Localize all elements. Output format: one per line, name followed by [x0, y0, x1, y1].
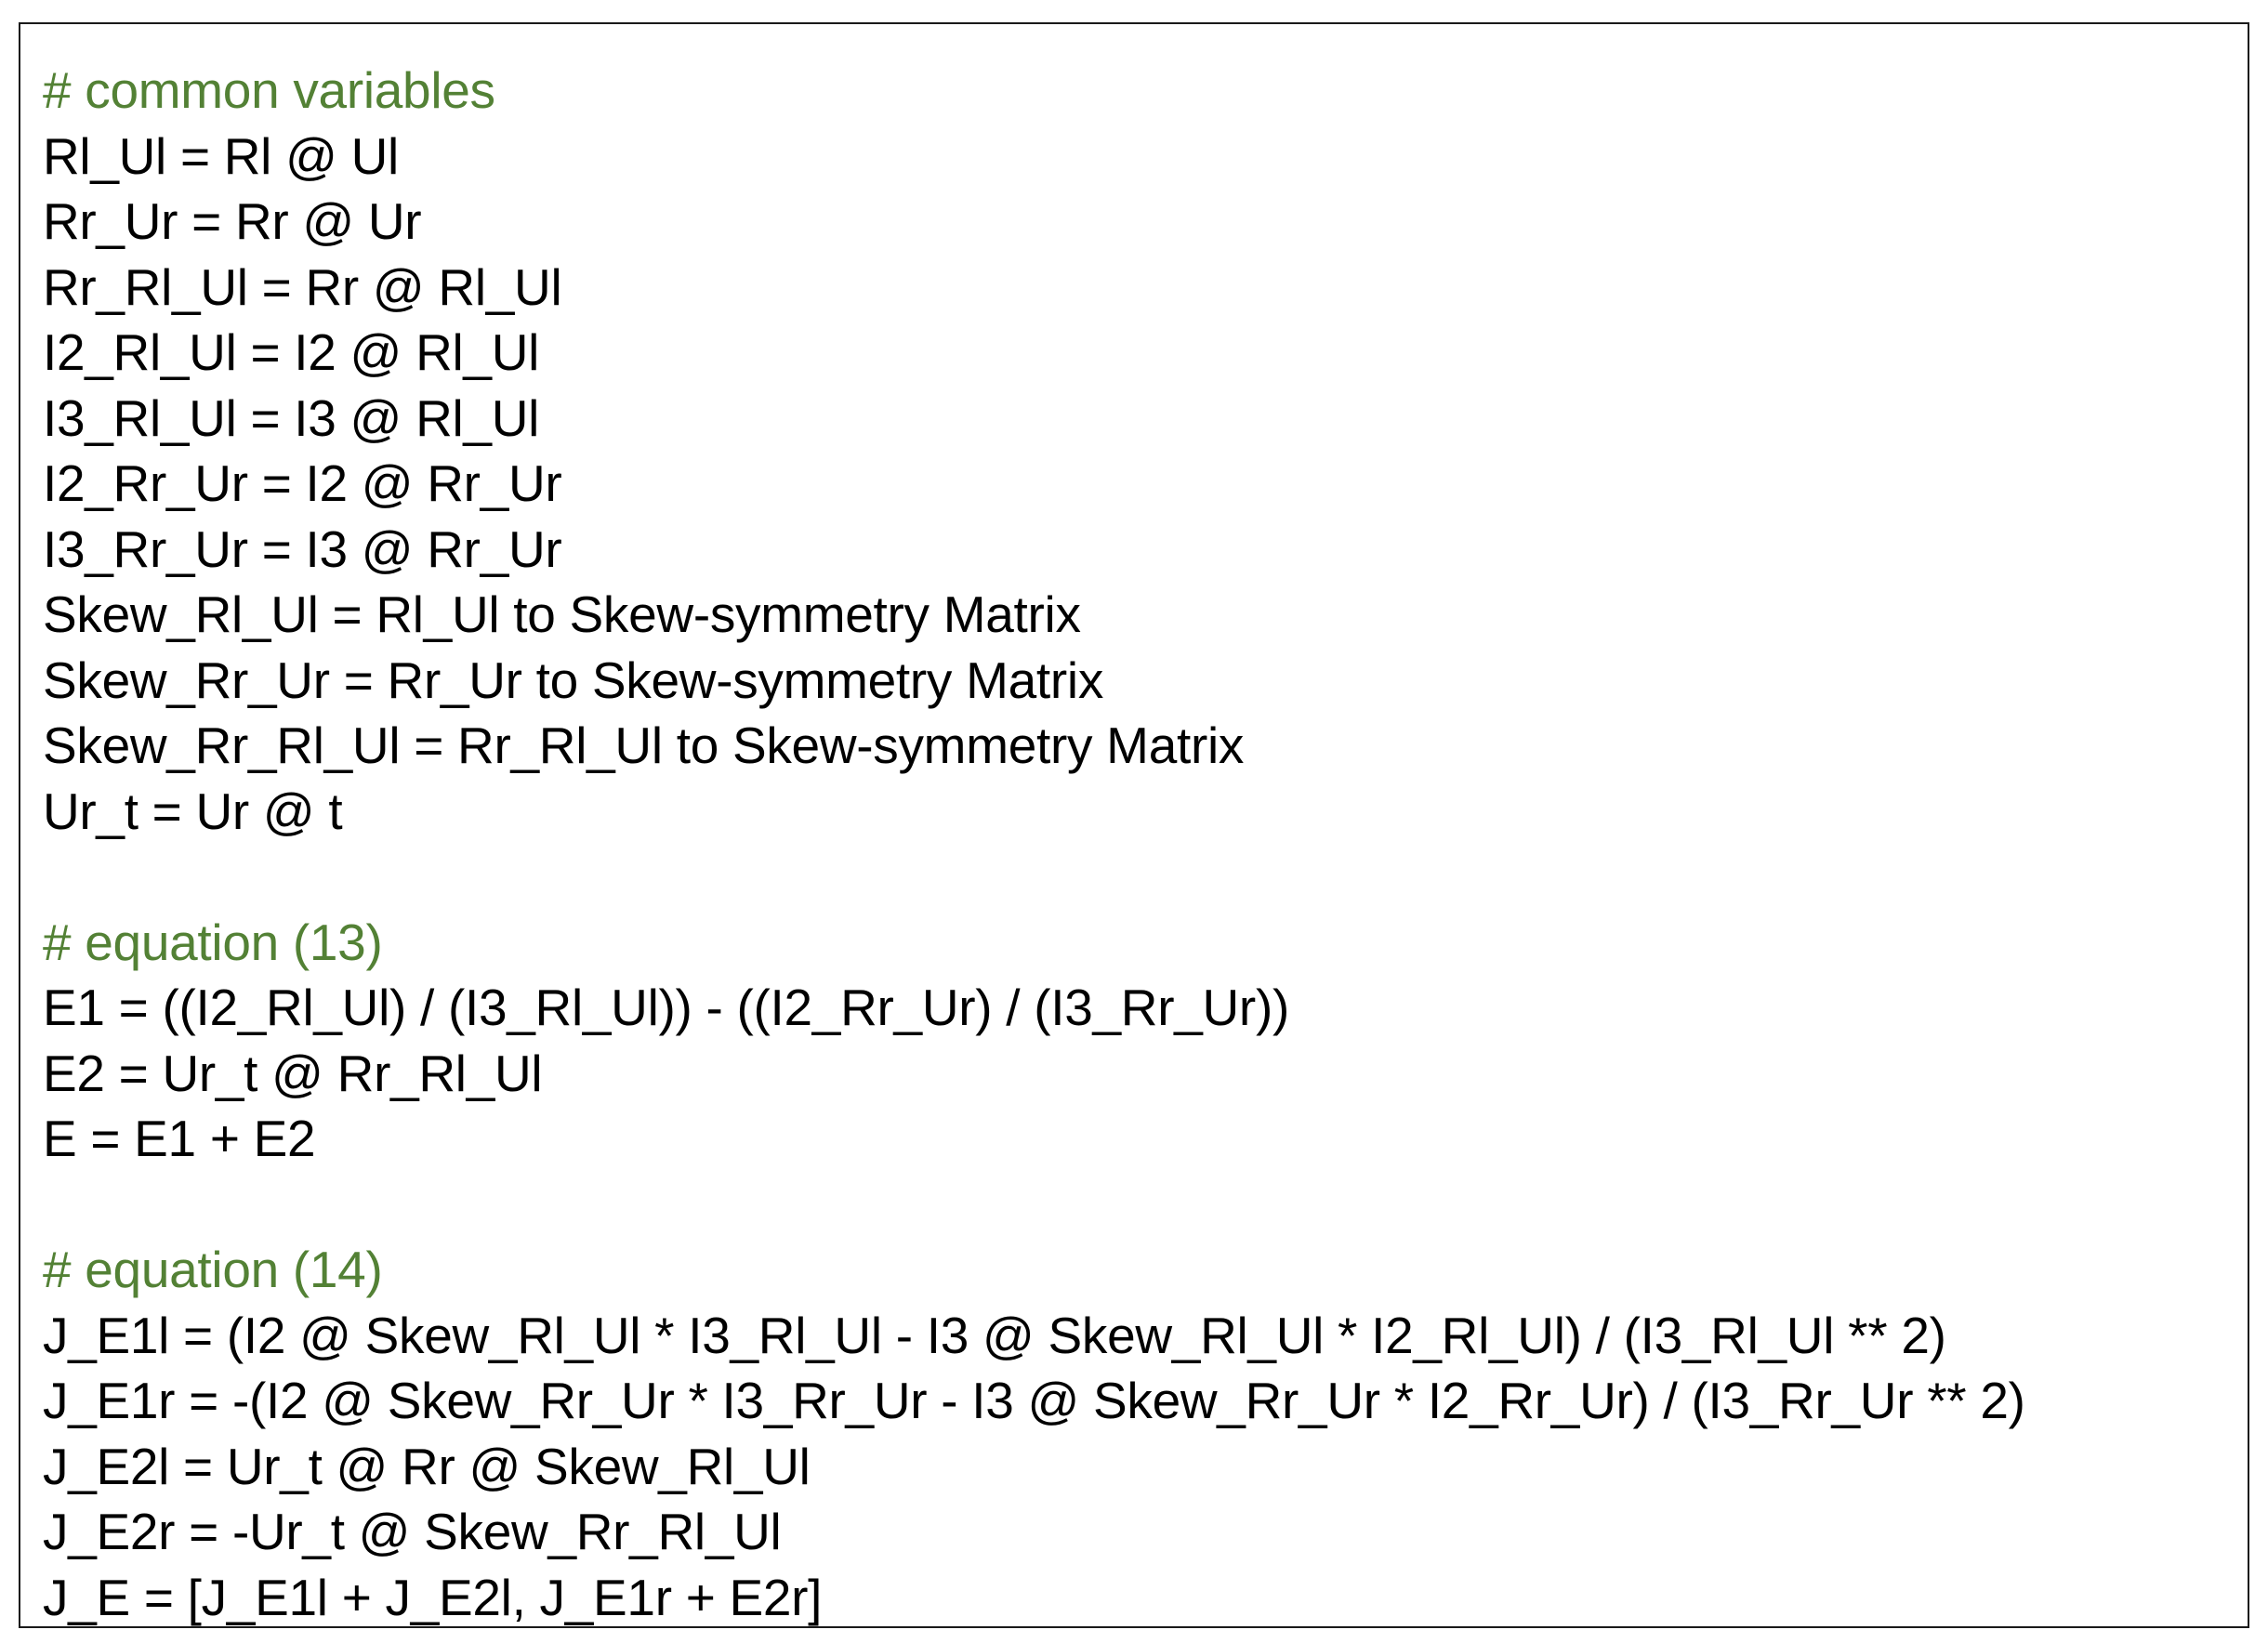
- code-line: J_E2r = -Ur_t @ Skew_Rr_Rl_Ul: [43, 1503, 782, 1560]
- code-listing-box: [19, 22, 2249, 1628]
- code-line: Ur_t = Ur @ t: [43, 782, 343, 840]
- blank-line: [43, 844, 2025, 910]
- code-line: Rr_Ur = Rr @ Ur: [43, 192, 422, 250]
- code-line: I2_Rl_Ul = I2 @ Rl_Ul: [43, 323, 540, 381]
- code-line: E = E1 + E2: [43, 1110, 316, 1167]
- code-line: J_E2l = Ur_t @ Rr @ Skew_Rl_Ul: [43, 1437, 811, 1495]
- code-line: Skew_Rr_Ur = Rr_Ur to Skew-symmetry Matrix: [43, 651, 1104, 709]
- code-line: Rl_Ul = Rl @ Ul: [43, 126, 399, 185]
- code-line: E2 = Ur_t @ Rr_Rl_Ul: [43, 1044, 543, 1102]
- code-line: I3_Rl_Ul = I3 @ Rl_Ul: [43, 388, 540, 447]
- comment-equation-14: # equation (14): [43, 1241, 383, 1298]
- comment-common-variables: # common variables: [43, 61, 495, 119]
- code-line: Skew_Rl_Ul = Rl_Ul to Skew-symmetry Matrix: [43, 585, 1081, 643]
- code-line: E1 = ((I2_Rl_Ul) / (I3_Rl_Ul)) - ((I2_Rr_Ur) / (I3_Rr_Ur)): [43, 979, 1289, 1036]
- code-line: J_E1l = (I2 @ Skew_Rl_Ul * I3_Rl_Ul - I3 @ Skew_Rl_Ul * I2_Rl_Ul) / (I3_Rl_Ul ** 2): [43, 1306, 1946, 1364]
- code-line: J_E1r = -(I2 @ Skew_Rr_Ur * I3_Rr_Ur - I3 @ Skew_Rr_Ur * I2_Rr_Ur) / (I3_Rr_Ur ** 2): [43, 1372, 2025, 1429]
- blank-line: [43, 1172, 2025, 1238]
- code-line: I3_Rr_Ur = I3 @ Rr_Ur: [43, 519, 562, 578]
- code-line: Skew_Rr_Rl_Ul = Rr_Rl_Ul to Skew-symmetry Matrix: [43, 716, 1245, 774]
- code-line: I2_Rr_Ur = I2 @ Rr_Ur: [43, 454, 562, 512]
- code-line: J_E = [J_E1l + J_E2l, J_E1r + E2r]: [43, 1568, 823, 1626]
- code-lines: [43, 58, 2025, 1630]
- code-line: Rr_Rl_Ul = Rr @ Rl_Ul: [43, 257, 562, 316]
- comment-equation-13: # equation (13): [43, 913, 383, 971]
